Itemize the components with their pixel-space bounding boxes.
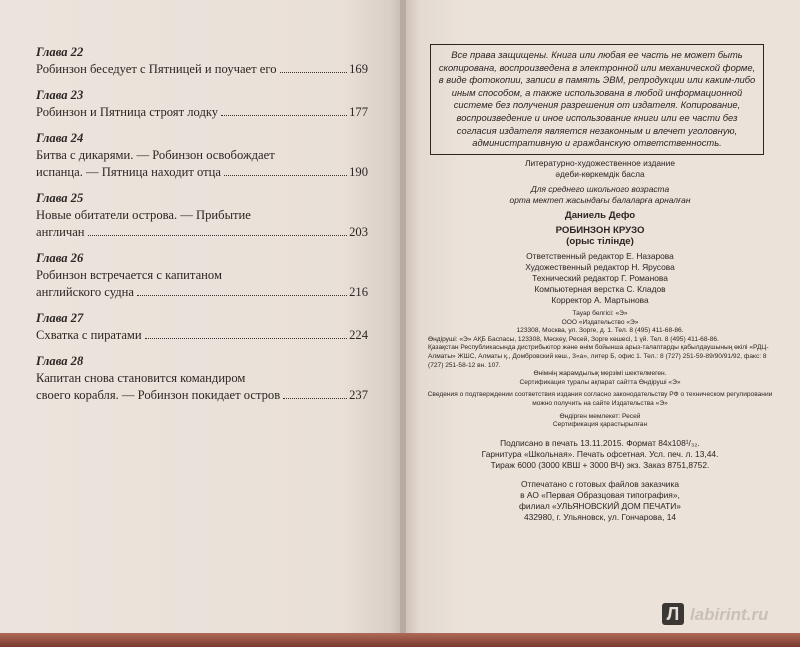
dot-leader — [145, 338, 347, 339]
chapter-title: Новые обитатели острова. — Прибытие — [36, 208, 251, 222]
toc-line — [36, 370, 368, 387]
age-ru: Для среднего школьного возраста — [530, 184, 670, 194]
toc-line — [36, 61, 368, 78]
toc-entry — [36, 250, 368, 301]
toc-line — [36, 164, 368, 181]
chapter-title: английского судна — [36, 285, 134, 299]
page-number: 190 — [349, 165, 368, 179]
toc-line — [36, 267, 368, 284]
author: Даниель Дефо — [564, 210, 636, 221]
dot-leader — [88, 235, 348, 236]
shelf-life: Өнімнің жарамдылық мерзімі шектелмеген. — [533, 370, 667, 378]
copyright-notice: Все права защищены. Книга или любая ее часть не может быть скопирована, воспроизведена в электронной или механической форме, в виде фотокопии, записи в память ЭВМ, репродукции или каким-либо иным способом, а также использована в любой информационной системе без получения разрешения от издателя. Копирование, воспроизведение и иное использование книги или ее части без согласия издателя является незаконным и влечет уголовную, административную и гражданскую ответственность. — [430, 44, 764, 155]
chapter-title: своего корабля. — Робинзон покидает остров — [36, 388, 281, 402]
kz-distributor: Қазақстан Республикасында дистрибьютор және өнім бойынша арыз-талаптарды қабылдаушының өкілі «РДЦ-Алматы» ЖШС, Алматы қ., Домбровский көш., 3«а», литер Б, офис 1. Тел.: 8 (727) 251-59-89/90/91/92, факс: 8 (727) 251-58-12 вн. 107. — [428, 344, 769, 369]
print-line: Подписано в печать 13.11.2015. Формат 84x108¹/₃₂. — [500, 437, 700, 448]
cert-kz: Сертификация туралы ақпарат сайтта Өндіруші «Э» — [519, 378, 681, 386]
credit-line: Компьютерная верстка С. Кладов — [534, 284, 666, 294]
page-number: 216 — [349, 285, 368, 299]
toc-line — [36, 284, 368, 301]
credit-line: Технический редактор Г. Романова — [532, 273, 668, 283]
chapter-heading: Глава 27 — [36, 311, 84, 325]
page-number: 237 — [349, 388, 368, 402]
genre-ru: Литературно-художественное издание — [524, 158, 676, 168]
book-spine — [400, 0, 406, 647]
genre-kz: әдеби-көркемдік басла — [555, 169, 645, 179]
page-number: 224 — [349, 328, 368, 342]
page-number: 203 — [349, 225, 368, 239]
toc-entry — [36, 130, 368, 181]
print-line: Гарнитура «Школьная». Печать офсетная. Усл. печ. л. 13,44. — [481, 448, 719, 459]
dot-leader — [283, 398, 347, 399]
toc-entry — [36, 44, 368, 78]
manufacturer-kz: Өндіруші: «Э» АҚБ Баспасы, 123308, Мәскеу, Ресей, Зорге көшесі, 1 үй. Тел. 8 (495) 411-68-86. — [428, 335, 719, 343]
conformity-info: Сведения о подтверждении соответствия издания согласно законодательству РФ о техническом регулировании можно получить на сайте Издательства «Э» — [427, 391, 773, 407]
toc-line — [36, 224, 368, 241]
imprint-block — [420, 158, 780, 523]
credit-line: Корректор А. Мартынова — [551, 295, 649, 305]
chapter-heading: Глава 25 — [36, 191, 84, 205]
country: Өндірген мемлекет: Ресей — [559, 412, 641, 420]
toc-entry — [36, 190, 368, 241]
language-note: (орыс тілінде) — [566, 236, 634, 247]
watermark-text: labirint.ru — [690, 605, 769, 624]
chapter-heading: Глава 26 — [36, 251, 84, 265]
toc-entry — [36, 87, 368, 121]
toc-line — [36, 387, 368, 404]
age-kz: орта мектеп жасындағы балаларға арналған — [509, 195, 691, 205]
toc-line — [36, 327, 368, 344]
table-of-contents — [36, 44, 368, 413]
dot-leader — [224, 175, 347, 176]
chapter-title: Робинзон беседует с Пятницей и поучает его — [36, 62, 277, 76]
publisher-line: 123308, Москва, ул. Зорге, д. 1. Тел. 8 (495) 411-68-86. — [516, 327, 684, 335]
toc-line — [36, 207, 368, 224]
cert-required: Сертификация қарастырылған — [552, 421, 648, 429]
printer-line: 432980, г. Ульяновск, ул. Гончарова, 14 — [523, 511, 677, 522]
chapter-title: англичан — [36, 225, 85, 239]
credit-line: Художественный редактор Н. Ярусова — [525, 262, 675, 272]
chapter-title: Капитан снова становится командиром — [36, 371, 246, 385]
chapter-title: Схватка с пиратами — [36, 328, 142, 342]
printer-line: филиал «УЛЬЯНОВСКИЙ ДОМ ПЕЧАТИ» — [519, 500, 681, 511]
publisher-line: ООО «Издательство «Э» — [561, 318, 639, 326]
toc-line — [36, 104, 368, 121]
cover-edge — [0, 633, 800, 647]
dot-leader — [280, 72, 348, 73]
chapter-title: испанца. — Пятница находит отца — [36, 165, 221, 179]
chapter-heading: Глава 22 — [36, 45, 84, 59]
printer-line: в АО «Первая Образцовая типография», — [520, 489, 680, 500]
chapter-heading: Глава 24 — [36, 131, 84, 145]
chapter-title: Битва с дикарями. — Робинзон освобождает — [36, 148, 275, 162]
toc-line — [36, 147, 368, 164]
credit-line: Ответственный редактор Е. Назарова — [526, 251, 674, 261]
dot-leader — [137, 295, 347, 296]
toc-entry — [36, 353, 368, 404]
trademark: Тауар белгісі: «Э» — [572, 310, 628, 317]
printer-line: Отпечатано с готовых файлов заказчика — [520, 478, 679, 489]
chapter-title: Робинзон встречается с капитаном — [36, 268, 222, 282]
page-number: 177 — [349, 105, 368, 119]
toc-entry — [36, 310, 368, 344]
chapter-heading: Глава 28 — [36, 354, 84, 368]
print-line: Тираж 6000 (3000 КВШ + 3000 ВЧ) экз. Заказ 8751,8752. — [490, 459, 710, 470]
labirint-logo-icon: Л — [662, 603, 684, 625]
book-title: РОБИНЗОН КРУЗО — [555, 225, 645, 236]
chapter-heading: Глава 23 — [36, 88, 84, 102]
dot-leader — [221, 115, 347, 116]
page-number: 169 — [349, 62, 368, 76]
chapter-title: Робинзон и Пятница строят лодку — [36, 105, 219, 119]
